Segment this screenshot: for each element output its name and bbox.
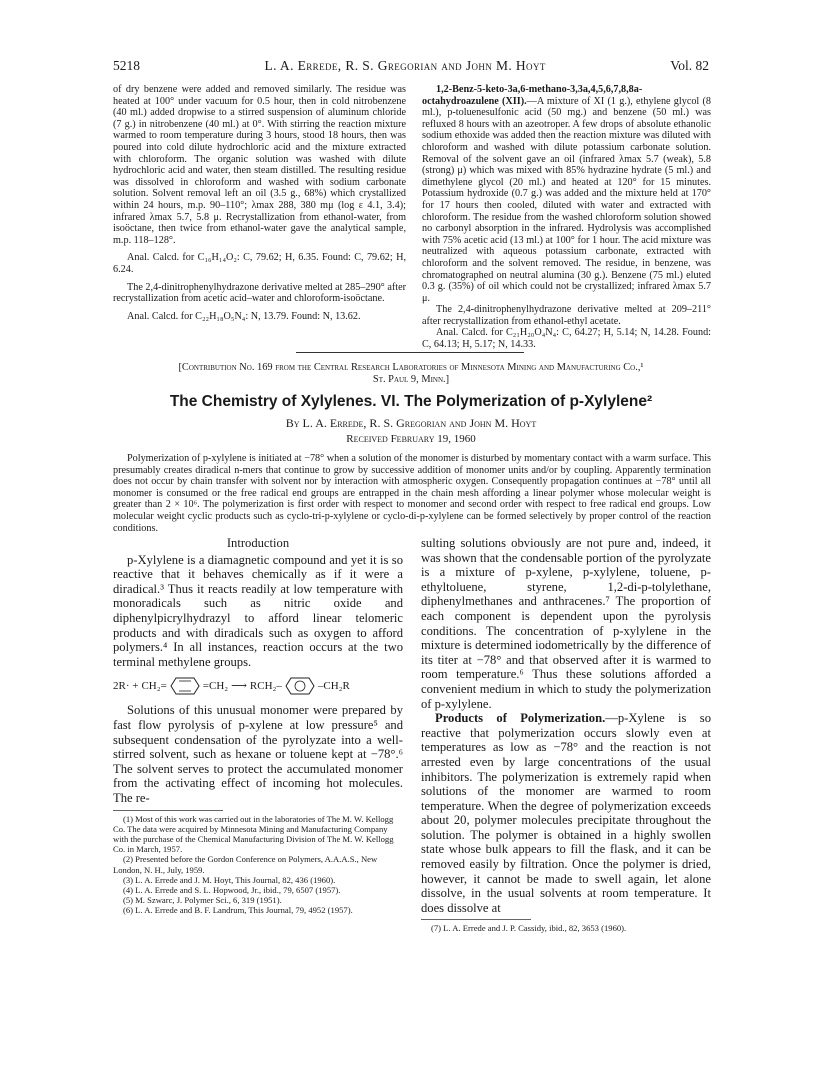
body-paragraph-1: sulting solutions obviously are not pure and, indeed, it was shown that the condensable portion of the pyrolyzate is a mixture of p-xylene, p-xylylene, toluene, p-ethyltoluene, styrene, 1,2-di-p-tolylethane, diphenylmethanes and anthracenes.⁷ The proportion of each component is dependent upon the pyrolysis conditions. The concentration of p-xylylene in the mixture is determined iodometrically by the difference of its titer at −78° and that observed after it is warmed to room temperature.⁶ Thus these solutions afforded a convenient medium in which to study the polymerization of p-xylylene. <box>421 536 711 711</box>
derivative-paragraph: The 2,4-dinitrophenylhydrazone derivative melted at 285–290° after recrystallization from acetic acid–water and chloroform-isoöctane. <box>113 281 406 305</box>
equation-product-right: –CH₂R <box>317 680 350 693</box>
volume-label: Vol. 82 <box>670 58 709 73</box>
products-paragraph <box>421 711 711 915</box>
abstract-text: Polymerization of p-xylylene is initiated at −78° when a solution of the monomer is disturbed by momentary contact with a warm surface. This presumably creates diradical n-mers that continue to grow by successive addition of monomer units and/or by coupling. Apparently termination does not occur by chain transfer with solvent nor by interaction with atmospheric oxygen. Consequently propagation continues at −78° until all monomer is consumed or the free radical end groups are entrapped in the chain mesh affording a linear polymer whose molecular weight is greater than 2 × 10⁶. The polymerization is first order with respect to monomer and second order with respect to free radical end groups. Low molecular weight cyclic products such as cyclo-tri-p-xylylene or cyclo-di-p-xylylene can be formed selectively by proper control of the reaction conditions. <box>113 453 711 534</box>
equation-methylene: CH₂= <box>141 680 167 693</box>
contribution-line-1: [Contribution No. 169 from the Central Research Laboratories of Minnesota Mining and Manufacturing Co.,¹ <box>178 362 644 373</box>
footnote: (5) M. Szwarc, J. Polymer Sci., 6, 319 (1951). <box>123 895 282 906</box>
contribution-line-2: St. Paul 9, Minn.] <box>372 374 450 386</box>
experimental-paragraph: of dry benzene were added and removed similarly. The residue was heated at 100° under vacuum for 0.5 hour, then in cold nitrobenzene (40 ml.) added dropwise to a stirred suspension of aluminum chloride (7 g.) in nitrobenzene (40 ml.) at 0°. With stirring the reaction mixture warmed to room temperature during 3 hours, stood 18 hours, then was poured into cold dilute hydrochloric acid and the mixture extracted with chloroform. The organic solution was washed with dilute hydrochloric acid and water, then steam distilled. The resulting residue was dissolved in chloroform and washed with sodium carbonate solution. Solvent removal left an oil (3.5 g., 68%) which crystallized within 24 hours, m.p. 90–110°; λmax 288, 380 mμ (log ε 4.1, 3.4); infrared λmax 5.7, 5.8 μ. Recrystallization from ethanol-water, from isoöctane, then twice from ethanol-water gave the analytical sample, m.p. 118–128°. <box>113 84 406 246</box>
equation-product-left: RCH₂– <box>249 680 282 693</box>
introduction-heading: Introduction <box>226 536 290 550</box>
abstract <box>113 453 711 534</box>
products-heading: Products of Polymerization. <box>435 711 606 726</box>
contribution-note <box>113 362 709 386</box>
compound-paragraph <box>422 84 711 304</box>
section-divider <box>296 352 524 353</box>
quinoid-ring-icon <box>170 676 200 696</box>
introduction-column <box>113 536 403 916</box>
article-authors: By L. A. Errede, R. S. Gregorian and John M. Hoyt <box>285 416 537 430</box>
page-number: 5218 <box>113 58 140 73</box>
derivative-paragraph: The 2,4-dinitrophenylhydrazone derivative melted at 209–211° after recrystallization from ethanol-ethyl acetate. <box>422 304 711 327</box>
footnote-divider <box>421 919 531 920</box>
footnote: (4) L. A. Errede and S. L. Hopwood, Jr., ibid., 79, 6507 (1957). <box>123 884 341 895</box>
footnote: (3) L. A. Errede and J. M. Hoyt, This Journal, 82, 436 (1960). <box>123 874 336 885</box>
compound-heading: 1,2-Benz-5-keto-3a,6-methano-3,3a,4,5,6,7,8,8a-octahydroazulene (XII). <box>422 84 643 107</box>
equation-reactant-radical: 2R· + <box>113 680 139 693</box>
analysis-line: Anal. Calcd. for C₂₂H₁₈O₅N₄: N, 13.79. Found: N, 13.62. <box>127 310 361 322</box>
article-title: The Chemistry of Xylylenes. VI. The Polymerization of p-Xylylene² <box>169 393 653 410</box>
footnote-divider <box>113 810 223 811</box>
received-date: Received February 19, 1960 <box>346 433 476 445</box>
footnote: (6) L. A. Errede and B. F. Landrum, This Journal, 79, 4952 (1957). <box>123 905 353 916</box>
products-text: —p-Xylene is so reactive that polymerization occurs slowly even at temperatures as low as −78° and the reaction is not arrested even by large concentrations of the usual inhibitors. The polymerization is extremely rapid when solutions of the monomer are warmed to room temperature. When the degree of polymerization exceeds about 20, polymer molecules precipitate throughout the solution. The polymer is obtained in a highly swollen state whose bulk appears to fill the flask, and it can be removed easily by filtration. Once the polymer is dried, however, it cannot be made to swell again, let alone dissolve, in the usual solvents at room temperature. It does dissolve at <box>421 711 711 915</box>
footnote: (1) Most of this work was carried out in the laboratories of The M. W. Kellogg Co. The data were acquired by Minnesota Mining and Manufacturing Company with the purchase of the Chemical Manufacturing Division of The M. W. Kellogg Co. in March, 1957. <box>113 813 394 855</box>
equation-arrow: ⟶ <box>231 680 247 693</box>
footnote: (7) L. A. Errede and J. P. Cassidy, ibid., 82, 3653 (1960). <box>431 923 627 934</box>
intro-paragraph-2: Solutions of this unusual monomer were prepared by fast flow pyrolysis of p-xylene at low pressure⁵ and subsequent condensation of the pyrolyzate into a well-stirred solvent, such as hexane or toluene kept at −78°.⁶ The solvent serves to protect the accumulated monomer from the activating effect of incoming hot molecules. The re- <box>113 703 403 805</box>
page-header <box>113 58 709 78</box>
top-left-column <box>113 84 406 322</box>
running-title: L. A. Errede, R. S. Gregorian and John M. Hoyt <box>264 58 546 73</box>
benzene-ring-icon <box>285 676 315 696</box>
footnote: (2) Presented before the Gordon Conference on Polymers, A.A.A.S., New London, N. H., July, 1959. <box>113 854 378 875</box>
analysis-line: Anal. Calcd. for C₁₆H₁₄O₂: C, 79.62; H, 6.35. Found: C, 79.62; H, 6.24. <box>113 252 406 275</box>
right-body-column <box>421 536 711 934</box>
reaction-equation <box>113 676 403 696</box>
compound-procedure: —A mixture of XI (1 g.), ethylene glycol (8 ml.), p-toluenesulfonic acid (50 mg.) and benzene (50 ml.) was refluxed 8 hours with an azeotroper. A few drops of absolute ethanolic sodium ethoxide was added then the reaction mixture was diluted with chloroform and washed with dilute potassium carbonate solution. Removal of the solvent gave an oil (infrared λmax 5.7 (weak), 5.8 (strong) μ) which was mixed with 85% hydrazine hydrate (5 ml.) and dimethylene glycol (20 ml.) and heated at 120° for 15 minutes. Potassium hydroxide (0.7 g.) was added and the mixture held at 170° for 17 hours then cooled, diluted with water and extracted with chloroform. The residue from the washed chloroform solution showed no carbonyl absorption in the infrared. Hydrolysis was accomplished with 75% acetic acid (13 ml.) at 100° for 1 hour. The acid mixture was neutralized with aqueous potassium carbonate, extracted with chloroform and the solvent removed. The residue, in benzene, was chromatographed on neutral alumina (30 g.). Benzene (75 ml.) eluted 0.3 g. (35%) of oil which could not be crystallized; infrared λmax 5.7 μ. <box>422 95 711 304</box>
top-right-column <box>422 84 711 351</box>
analysis-line: Anal. Calcd. for C₂₁H₂₀O₄N₄: C, 64.27; H, 5.14; N, 14.28. Found: C, 64.13; H, 5.17; N, 14.33. <box>422 327 711 351</box>
intro-paragraph-1: p-Xylylene is a diamagnetic compound and yet it is so reactive that it behaves chemically as if it were a diradical.³ Thus it reacts readily at low temperature with monoradicals such as nitric oxide and diphenylpicrylhydrazyl to afford linear telomeric products and with diradicals such as oxygen to afford polymers.⁴ In all instances, reaction occurs at the two terminal methylene groups. <box>113 552 403 669</box>
equation-methylene: =CH₂ <box>202 680 229 693</box>
